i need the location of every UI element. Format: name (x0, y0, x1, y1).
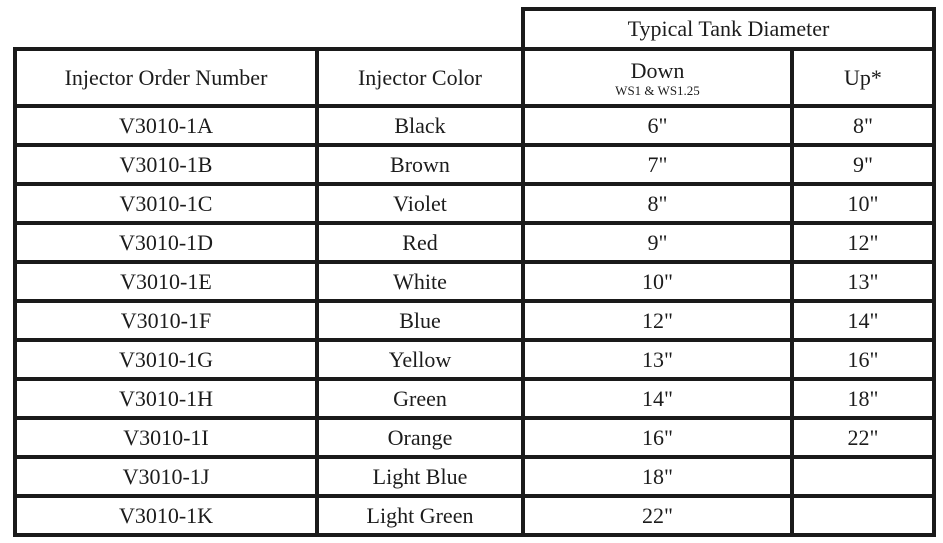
down-cell: 13" (523, 340, 792, 379)
color-cell: Blue (317, 301, 523, 340)
down-cell: 9" (523, 223, 792, 262)
color-cell: Light Blue (317, 457, 523, 496)
down-label: Down (630, 57, 685, 83)
up-cell (792, 496, 934, 535)
down-cell: 6" (523, 106, 792, 145)
down-cell: 12" (523, 301, 792, 340)
down-cell: 18" (523, 457, 792, 496)
table-body (15, 106, 934, 535)
table-row (15, 301, 934, 340)
up-cell: 12" (792, 223, 934, 262)
order-number-cell: V3010-1F (15, 301, 317, 340)
color-cell: Black (317, 106, 523, 145)
table-row (15, 262, 934, 301)
span-header-row (15, 9, 934, 49)
down-cell: 22" (523, 496, 792, 535)
up-cell: 22" (792, 418, 934, 457)
table-row (15, 106, 934, 145)
color-cell: Orange (317, 418, 523, 457)
down-cell: 10" (523, 262, 792, 301)
table-row (15, 340, 934, 379)
up-cell: 8" (792, 106, 934, 145)
color-cell: White (317, 262, 523, 301)
color-cell: Violet (317, 184, 523, 223)
order-number-cell: V3010-1I (15, 418, 317, 457)
table-row (15, 496, 934, 535)
color-cell: Light Green (317, 496, 523, 535)
color-cell: Yellow (317, 340, 523, 379)
column-header-up: Up* (792, 49, 934, 106)
table-row (15, 418, 934, 457)
order-number-cell: V3010-1J (15, 457, 317, 496)
table-row (15, 145, 934, 184)
order-number-cell: V3010-1K (15, 496, 317, 535)
order-number-cell: V3010-1C (15, 184, 317, 223)
injector-selection-table (13, 7, 936, 537)
color-cell: Red (317, 223, 523, 262)
up-cell: 18" (792, 379, 934, 418)
typical-tank-diameter-header: Typical Tank Diameter (523, 9, 934, 49)
table-row (15, 184, 934, 223)
table-header (15, 9, 934, 106)
down-cell: 16" (523, 418, 792, 457)
up-cell: 9" (792, 145, 934, 184)
up-cell: 13" (792, 262, 934, 301)
column-header-order-number: Injector Order Number (15, 49, 317, 106)
down-cell: 8" (523, 184, 792, 223)
color-cell: Green (317, 379, 523, 418)
table-row (15, 457, 934, 496)
table-row (15, 379, 934, 418)
order-number-cell: V3010-1E (15, 262, 317, 301)
order-number-cell: V3010-1H (15, 379, 317, 418)
order-number-cell: V3010-1B (15, 145, 317, 184)
column-header-color: Injector Color (317, 49, 523, 106)
order-number-cell: V3010-1G (15, 340, 317, 379)
down-cell: 7" (523, 145, 792, 184)
up-cell: 14" (792, 301, 934, 340)
column-header-row (15, 49, 934, 106)
order-number-cell: V3010-1A (15, 106, 317, 145)
up-cell (792, 457, 934, 496)
column-header-down (523, 49, 792, 106)
down-cell: 14" (523, 379, 792, 418)
up-cell: 10" (792, 184, 934, 223)
empty-corner-region (15, 9, 523, 49)
order-number-cell: V3010-1D (15, 223, 317, 262)
up-cell: 16" (792, 340, 934, 379)
color-cell: Brown (317, 145, 523, 184)
down-sub-label: WS1 & WS1.25 (615, 82, 700, 98)
table-row (15, 223, 934, 262)
